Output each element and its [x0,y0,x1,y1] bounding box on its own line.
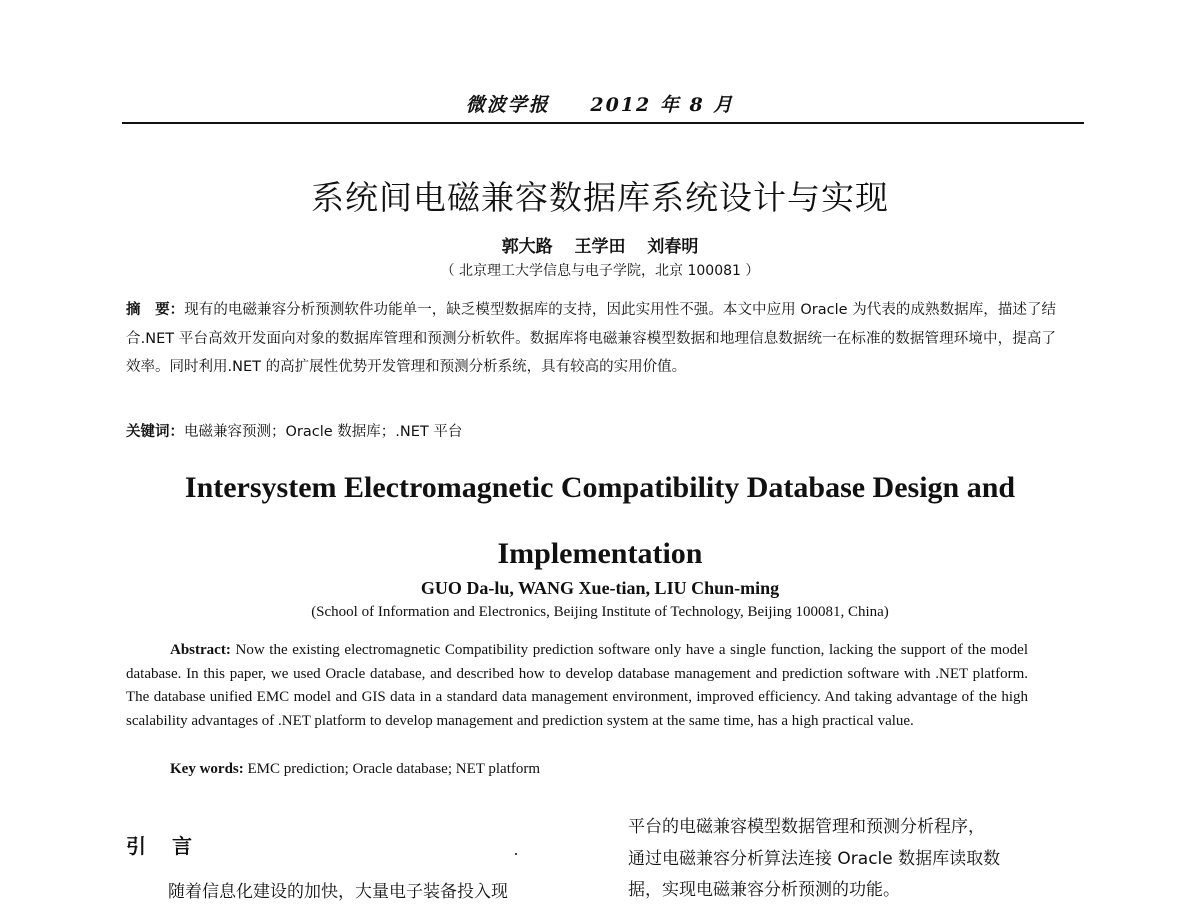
left-column-text: 随着信息化建设的加快，大量电子装备投入现 [168,882,508,902]
title-english: Intersystem Electromagnetic Compatibility Database Design and Implementation [184,471,1016,570]
abstract-en-label: Abstract: [170,642,231,658]
keywords-cn-text: 电磁兼容预测；Oracle 数据库；.NET 平台 [184,424,463,440]
running-header [0,90,1200,117]
abstract-cn-label: 摘 要： [126,302,185,318]
journal-name: 微波学报 [465,94,550,116]
keywords-english [170,761,1030,778]
authors-chinese [0,232,1200,257]
abstract-en-text: Now the existing electromagnetic Compatibility prediction software only have a single function, lacking the support of the model database. In this paper, we used Oracle database, and described how to develop database management and prediction software with .NET platform. The database unified EMC model and GIS data in a standard data management environment, improved efficiency. And taking advantage of the high scalability advantages of .NET platform to develop management and prediction system at the same time, has a high practical value. [126,642,1029,729]
abstract-chinese [126,296,1056,382]
right-column-line: 平台的电磁兼容模型数据管理和预测分析程序， [628,817,985,837]
affiliation-chinese: （ 北京理工大学信息与电子学院，北京 100081 ） [440,263,760,279]
affiliation-english: (School of Information and Electronics, Beijing Institute of Technology, Beijing 100081, China) [311,604,889,620]
title-chinese: 系统间电磁兼容数据库系统设计与实现 [311,178,889,217]
journal-issue: 2012 年 8 月 [590,94,735,116]
keywords-en-label: Key words: [170,761,244,777]
author-cn-1: 郭大路 [501,237,553,257]
right-column-line: 通过电磁兼容分析算法连接 Oracle 数据库读取数 [628,848,1001,869]
section-heading-introduction: 引言 [126,834,218,858]
scan-speck [515,853,517,855]
author-cn-2: 王学田 [574,237,626,257]
right-column-text [628,812,1068,907]
keywords-cn-label: 关键词： [126,424,184,440]
authors-english: GUO Da-lu, WANG Xue-tian, LIU Chun-ming [420,578,780,598]
keywords-chinese [126,420,1056,444]
abstract-english [126,639,1028,733]
header-rule [122,122,1084,124]
abstract-cn-text: 现有的电磁兼容分析预测软件功能单一，缺乏模型数据库的支持，因此实用性不强。本文中应用 Oracle 为代表的成熟数据库，描述了结合.NET 平台高效开发面向对象的数据库管理和预测分析软件。数据库将电磁兼容模型数据和地理信息数据统一在标准的数据管理环境中，提高了效率。同时利用.NET 的高扩展性优势开发管理和预测分析系统，具有较高的实用价值。 [126,302,1057,375]
keywords-en-text: EMC prediction; Oracle database; NET platform [247,761,541,777]
right-column-line: 据，实现电磁兼容分析预测的功能。 [628,880,900,900]
author-cn-3: 刘春明 [647,237,699,257]
